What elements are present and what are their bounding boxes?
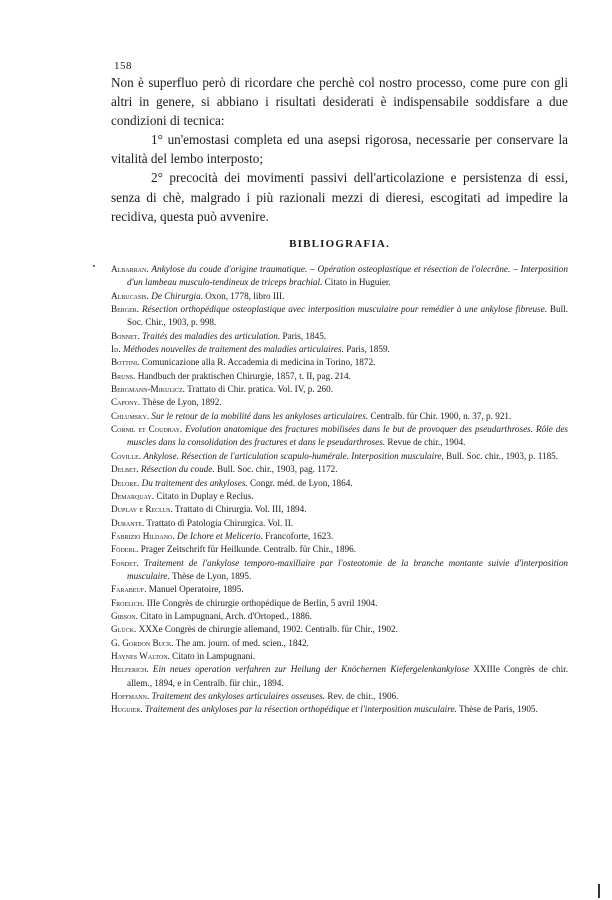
bibliography-details: Francoforte, 1623. — [265, 530, 334, 541]
bibliography-entry — [111, 503, 568, 516]
bibliography-entry — [111, 263, 568, 290]
bibliography-title: Traités des maladies des articulation. — [142, 330, 281, 341]
bibliography-details: Bull. Soc. Chir., 1903, p. 998. — [127, 304, 568, 328]
bibliography-author: Froelich. — [111, 597, 145, 608]
bibliography-details: Paris, 1845. — [282, 330, 327, 341]
bibliography-entry — [111, 423, 568, 450]
bibliography-author: Berger. — [111, 304, 140, 315]
bibliography-details: Trattato di Chir. pratica. Vol. IV, p. 260. — [187, 384, 334, 395]
bibliography-title: Traitement des ankyloses articulaires osseuses. — [151, 691, 326, 701]
bibliography-author: Delore. — [111, 477, 140, 488]
body-paragraph: 1° un'emostasi completa ed una asepsi rigorosa, necessarie per conservare la vitalità del lembo interposto; — [111, 132, 568, 167]
bibliography-author: Albarran. — [111, 264, 149, 274]
page-number: 158 — [114, 60, 132, 72]
bibliography-title: Sur le retour de la mobilité dans les ankyloses articulaires. — [151, 410, 369, 421]
bibliography-entry — [111, 597, 568, 610]
bibliography-entry — [111, 370, 568, 383]
bibliography-author: Duplay e Reclus. — [111, 504, 173, 515]
bibliography-author: Bruns. — [111, 370, 136, 381]
bibliography-author: Glück. — [111, 624, 137, 635]
bibliography-entry — [111, 650, 568, 663]
bibliography-entry — [111, 703, 568, 716]
body-text — [111, 73, 568, 226]
bibliography-author: Huguier. — [111, 704, 143, 715]
bibliography-entry — [111, 637, 568, 650]
bibliography-author: Bonnet. — [111, 330, 140, 341]
bibliography-author: G. Gordon Buck. — [111, 637, 174, 648]
bibliography-entry — [111, 383, 568, 396]
bibliography-details: Citato in Huguier. — [324, 277, 391, 288]
bibliography-author: Fondet. — [111, 557, 139, 568]
bibliography-entry — [111, 356, 568, 369]
bibliography-author: Helferich. — [111, 664, 149, 675]
margin-dot — [93, 265, 95, 267]
bibliography-entry — [111, 330, 568, 343]
bibliography-entry — [111, 610, 568, 623]
bibliography-author: Demarquay. — [111, 490, 155, 501]
corner-mark — [598, 884, 600, 898]
bibliography-title: Ankylose. Résection de l'articulation scapulo-humérale. Interposition musculaire, — [143, 450, 444, 461]
bibliography-details: Oxon, 1778, libro III. — [205, 290, 285, 301]
bibliography-title: De Chirurgia. — [151, 290, 203, 301]
bibliography-entry — [111, 343, 568, 356]
bibliography-entry — [111, 530, 568, 543]
bibliography-details: Centralb. für Chir. 1900, n. 37, p. 921. — [370, 410, 512, 421]
bibliography-entry — [111, 303, 568, 330]
bibliography-author: Albucasis. — [111, 290, 149, 301]
bibliography-title: Du traitement des ankyloses. — [141, 477, 248, 488]
bibliography-title: Ein neues operation verfahren zur Heilung der Knöchernen Kiefergelenkankylose — [152, 664, 470, 675]
bibliography-details: Manuel Operatoire, 1895. — [148, 584, 244, 595]
bibliography-entry — [111, 396, 568, 409]
bibliography-entry — [111, 663, 568, 690]
bibliography-details: The am. journ. of med. scien., 1842. — [175, 637, 309, 648]
bibliography-title: Résection orthopédique osteoplastique avec interposition musculaire pour remédier à une ankylose fibreuse. — [141, 304, 548, 315]
bibliography-details: Citato in Lampugnani, Arch. d'Ortoped., 1886. — [140, 610, 312, 621]
bibliography-details: XXIIIe Congrès de chir. allem., 1894, e in Centralb. für chir., 1894. — [127, 664, 568, 688]
bibliography-entry — [111, 517, 568, 530]
bibliography-title: Méthodes nouvelles de traitement des maladies articulaires. — [123, 344, 344, 355]
bibliography-title: De Ichore et Melicerio. — [176, 530, 263, 541]
bibliography-details: Citato in Lampugnani. — [172, 650, 256, 661]
bibliography-title: Traitement des ankyloses par la résection orthopédique et l'interposition musculaire. — [144, 704, 457, 715]
bibliography-author: Capony. — [111, 397, 141, 408]
bibliography-details: XXXe Congrès de chirurgie allemand, 1902. Centralb. für Chir., 1902. — [138, 624, 398, 635]
bibliography-entry — [111, 690, 568, 703]
bibliography-author: Delbet. — [111, 464, 139, 475]
bibliography-details: Revue de chir., 1904. — [387, 437, 466, 448]
bibliography-author: Bergmann-Mikulicz. — [111, 384, 185, 395]
bibliography-author: Chlumsky. — [111, 410, 150, 421]
bibliography-author: Fabrizio Hildano. — [111, 530, 175, 541]
bibliography-entry — [111, 477, 568, 490]
bibliography-details: Bull. Soc. chir., 1903, p. 1185. — [446, 450, 559, 461]
bibliography-author: Coville. — [111, 450, 142, 461]
bibliography-details: Trattato di Patologia Chirurgica. Vol. II. — [146, 517, 294, 528]
bibliography-entry — [111, 450, 568, 463]
bibliography-entry — [111, 557, 568, 584]
body-paragraph: 2° precocità dei movimenti passivi dell'articolazione e persistenza di essi, senza di chè, malgrado i più razionali mezzi di dieresi, escogitati ad impedire la recidiva, questa può avvenire. — [111, 170, 568, 224]
bibliography-details: Thèse de Lyon, 1895. — [171, 570, 252, 581]
bibliography-details: Prager Zeitschrift für Heilkunde. Centralb. für Chir., 1896. — [140, 544, 357, 555]
bibliography-details: Citato in Duplay e Reclus. — [156, 490, 254, 501]
bibliography-details: Congr. méd. de Lyon, 1864. — [250, 477, 353, 488]
bibliography-title: Evolution anatomique des fractures mobilisées dans le but de provoquer des pseudarthroses. Rôle des muscles dans la consolidation des fractures et dans le pseudarthroses. — [127, 424, 568, 448]
bibliography-entry — [111, 623, 568, 636]
bibliography-entry — [111, 490, 568, 503]
bibliography-details: Comunicazione alla R. Accademia di medicina in Torino, 1872. — [141, 357, 376, 368]
bibliography-details: Bull. Soc. chir., 1903, pag. 1172. — [216, 464, 338, 475]
bibliography-author: Föderl. — [111, 544, 139, 555]
bibliography-entry — [111, 410, 568, 423]
bibliography-author: Farabeuf. — [111, 584, 147, 595]
bibliography-details: Trattato di Chirurgia. Vol. III, 1894. — [174, 504, 307, 515]
bibliography-entry — [111, 290, 568, 303]
bibliography-title: Traitement de l'ankylose temporo-maxillaire par l'osteotomie de la branche montante suivie d'interposition musculaire. — [127, 557, 569, 581]
bibliography-title: Ankylose du coude d'origine traumatique. – Opération osteoplastique et résection de l'olecrâne. – Interposition d'un lambeau musculo-tendineux de triceps brachial. — [127, 264, 568, 288]
bibliography-author: Haynes Walton. — [111, 650, 170, 661]
bibliography-entry — [111, 583, 568, 596]
bibliography-author: Cornil et Coudray. — [111, 424, 183, 435]
bibliography-list — [111, 263, 568, 717]
bibliography-author: Gibson. — [111, 610, 138, 621]
bibliography-title: Résection du coude. — [140, 464, 215, 475]
bibliography-details: Thèse de Lyon, 1892. — [142, 397, 222, 408]
bibliography-details: Thèse de Paris, 1905. — [458, 704, 538, 715]
bibliography-author: Bottini. — [111, 357, 140, 368]
bibliography-author: Id. — [111, 344, 121, 355]
bibliography-author: Durante. — [111, 517, 145, 528]
bibliography-details: Rev. de chir., 1906. — [327, 691, 399, 701]
bibliography-details: Paris, 1859. — [346, 344, 390, 355]
bibliography-entry — [111, 463, 568, 476]
bibliography-heading: BIBLIOGRAFIA. — [289, 238, 390, 250]
body-paragraph: Non è superfluo però di ricordare che perchè col nostro processo, come pure con gli altri in genere, si abbiano i risultati desiderati è indispensabile soddisfare a due condizioni di tecnica: — [111, 75, 568, 129]
bibliography-details: IIIe Congrès de chirurgie orthopédique de Berlin, 5 avril 1904. — [146, 597, 378, 608]
bibliography-details: Handbuch der praktischen Chirurgie, 1857, t. II, pag. 214. — [137, 370, 351, 381]
bibliography-entry — [111, 543, 568, 556]
bibliography-author: Hoffmann. — [111, 691, 150, 701]
